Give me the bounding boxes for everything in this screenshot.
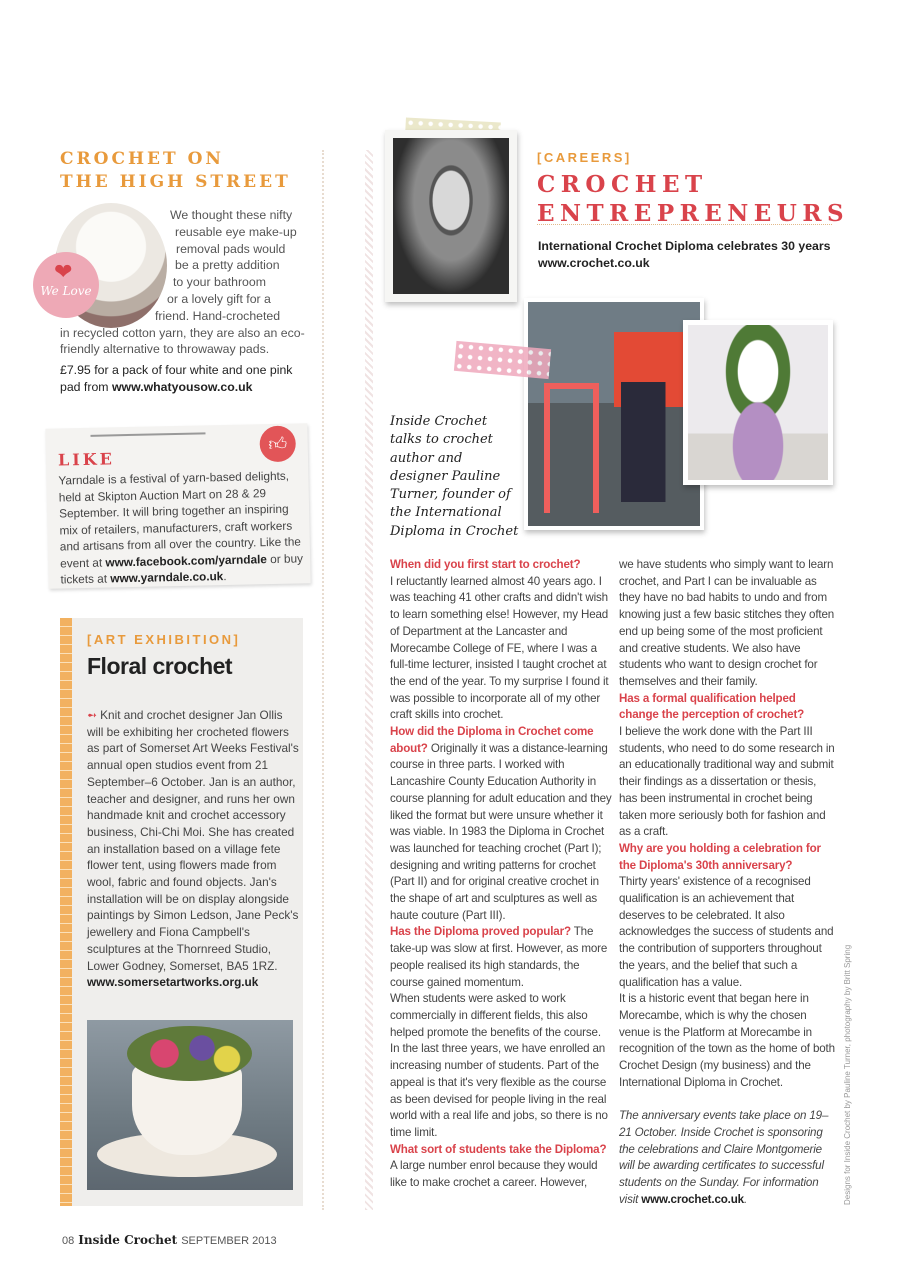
title-rule <box>537 224 832 225</box>
text-line: or a lovely gift for a <box>167 291 271 306</box>
text-line: to your bathroom <box>173 275 266 290</box>
closing-text: The anniversary events take place on 19–21 October. Inside Crochet is sponsoring the celebrations and Claire Montgomerie will be awarding certificates to successful students on the Sunday. For information visit <box>619 1109 829 1206</box>
question: Why are you holding a celebration for the Diploma's 30th anniversary? <box>619 841 821 872</box>
body-text: Knit and crochet designer Jan Ollis will be exhibiting her crocheted flowers as part of Somerset Art Weeks Festival's annual open studios event from 21 September–6 October. Jan is an author, teacher and designer, and runs her own handmade knit and crochet accessory business, Chi-Chi Moi. She has created an installation based on a village fete flower tent, using flowers made from wool, fabric and found objects. Jan's installation will be on display alongside paintings by Simon Ledson, Jane Peck's jewellery and Fiona Campbell's sculptures at the Thornreed Studio, Lower Godney, Somerset, BA5 1RZ. <box>87 708 299 973</box>
answer: I believe the work done with the Part III students, who need to do some research in an educationally traditional way and submit their findings as a dissertation or thesis, has been instrumental in crochet being taken more seriously both for fashion and as a craft. <box>619 725 835 839</box>
like-card <box>45 423 310 588</box>
answer: It is a historic event that began here in Morecambe, which is why the chosen venue is the Platform at Morecambe in recognition of the town as the home of both Crochet Design (my business) and the International Diploma in Crochet. <box>619 992 835 1089</box>
page-footer <box>62 1233 277 1247</box>
text-line: friend. Hand-crocheted <box>155 308 281 323</box>
pin-icon <box>90 432 205 436</box>
question: Has a formal qualification helped change the perception of crochet? <box>619 691 805 722</box>
zigzag-divider <box>365 150 373 1210</box>
text-line: We thought these nifty <box>170 208 293 222</box>
thumbs-up-icon: 👍︎ <box>259 426 296 463</box>
text-line: be a pretty addition <box>175 258 280 273</box>
article-column-2 <box>619 557 837 1208</box>
price: £7.95 for a pack of four white and one pink pad from <box>60 363 293 394</box>
text-line: reusable eye make-up <box>175 224 297 239</box>
decorative-stripe <box>60 618 72 1206</box>
teacup-flowers-photo <box>87 1020 293 1190</box>
price-text <box>60 362 310 396</box>
column-divider <box>322 150 324 1210</box>
facebook-link[interactable]: www.facebook.com/yarndale <box>105 551 268 570</box>
title-line: CROCHET <box>537 171 708 198</box>
answer: I reluctantly learned almost 40 years ago. I was teaching 41 other crafts and didn't wish to learn something else! However, my Head of Department at the Lancaster and Morecambe College of FE, where I was a full-time lecturer, insisted I taught crochet at the end of the year. To my surprise I found it was possible to incorporate all of my other craft skills into crochet. <box>390 574 609 722</box>
crochet-link[interactable]: www.crochet.co.uk <box>641 1192 744 1206</box>
flower-pot-cover-photo <box>683 320 833 485</box>
title-line: CROCHET ON <box>60 149 224 169</box>
page-number: 08 <box>62 1235 75 1247</box>
article-column-1 <box>390 557 612 1192</box>
question: How did the Diploma in Crochet come about? <box>390 725 594 755</box>
high-street-title <box>60 148 291 194</box>
heart-icon: ❤ <box>54 260 73 285</box>
like-body <box>58 467 305 588</box>
whatyousow-link[interactable]: www.whatyousow.co.uk <box>111 380 253 394</box>
somerset-link[interactable]: www.somersetartworks.org.uk <box>87 975 259 990</box>
text-rest: in recycled cotton yarn, they are also an eco-friendly alternative to throwaway pads. <box>60 325 305 357</box>
question: What sort of students take the Diploma? <box>390 1142 607 1156</box>
high-street-text <box>60 207 310 358</box>
article-title <box>537 170 849 228</box>
closing-text: . <box>743 1192 748 1206</box>
crochet-link[interactable]: www.crochet.co.uk <box>538 256 650 270</box>
article-subtitle <box>538 238 831 272</box>
body-text: . <box>223 568 227 584</box>
yarndale-link[interactable]: www.yarndale.co.uk <box>110 569 224 586</box>
art-exhibition-box <box>60 618 303 1206</box>
question: Has the Diploma proved popular? <box>390 925 571 939</box>
question: When did you first start to crochet? <box>390 558 581 571</box>
answer: Originally it was a distance-learning course in three parts. I worked with Lancashire County Education Authority in course planning for adult education and they liked the format but were unsure whether it was viable. In 1983 the Diploma in Crochet was launched for teaching crochet (Part I); designing and writing patterns for crochet (Part II) and for original creative crochet in the shape of art and sculptures as well as haute couture (Part III). <box>390 741 612 922</box>
body-text: or buy tickets at <box>60 550 304 587</box>
answer: When students were asked to work commercially in different fields, this also helped promote the benefits of the course. In the last three years, we have enrolled an increasing number of students. Part of the appeal is that it's very flexible as the course as been devised for people living in the real world with a real life and jobs, so there is no time limit. <box>390 992 608 1139</box>
body-text: Yarndale is a festival of yarn-based delights, held at Skipton Auction Mart on 28 & 29 September. It will bring together an inspiring mix of retailers, manufacturers, craft workers and artisans from all over the country. Like the event at <box>58 468 302 570</box>
arrow-bullet-icon: ➻ <box>87 708 97 722</box>
section-tag: [ART EXHIBITION] <box>87 632 241 647</box>
answer: The take-up was slow at first. However, as more people realised its high standards, the course gained momentum. <box>390 925 608 989</box>
text-line: removal pads would <box>176 241 286 256</box>
photo-credit: Designs for Inside Crochet by Pauline Turner, photography by Britt Spring <box>843 944 852 1205</box>
closing-note <box>619 1108 837 1208</box>
answer: we have students who simply want to learn crochet, and Part I can be invaluable as they have no bad habits to undo and from knowing just a few basic stitches they often end up being some of the most proficient and creative students. We also have students who want to design crochet for themselves and their family. <box>619 558 835 688</box>
badge-label: We Love <box>40 284 92 298</box>
title-line: THE HIGH STREET <box>60 172 291 192</box>
subtitle-text: International Crochet Diploma celebrates 30 years <box>538 239 831 253</box>
answer: Thirty years' existence of a recognised qualification is an achievement that deserves to be celebrated. It also acknowledges the success of students and the contribution of supporters throughout the years, and the belief that such a qualification has a value. <box>619 875 834 989</box>
chair-skirt-photo <box>524 298 704 530</box>
answer: A large number enrol because they would like to make crochet a career. However, <box>390 1159 598 1190</box>
art-body <box>87 707 299 991</box>
pauline-turner-portrait <box>385 130 517 302</box>
art-title: Floral crochet <box>87 653 233 679</box>
section-tag: [CAREERS] <box>537 150 632 165</box>
magazine-name: Inside Crochet <box>78 1233 178 1247</box>
like-title: LIKE <box>57 449 116 470</box>
issue-date: SEPTEMBER 2013 <box>181 1235 277 1247</box>
article-intro: Inside Crochet talks to crochet author and designer Pauline Turner, founder of the International Diploma in Crochet <box>390 414 519 539</box>
title-line: ENTREPRENEURS <box>537 200 850 227</box>
